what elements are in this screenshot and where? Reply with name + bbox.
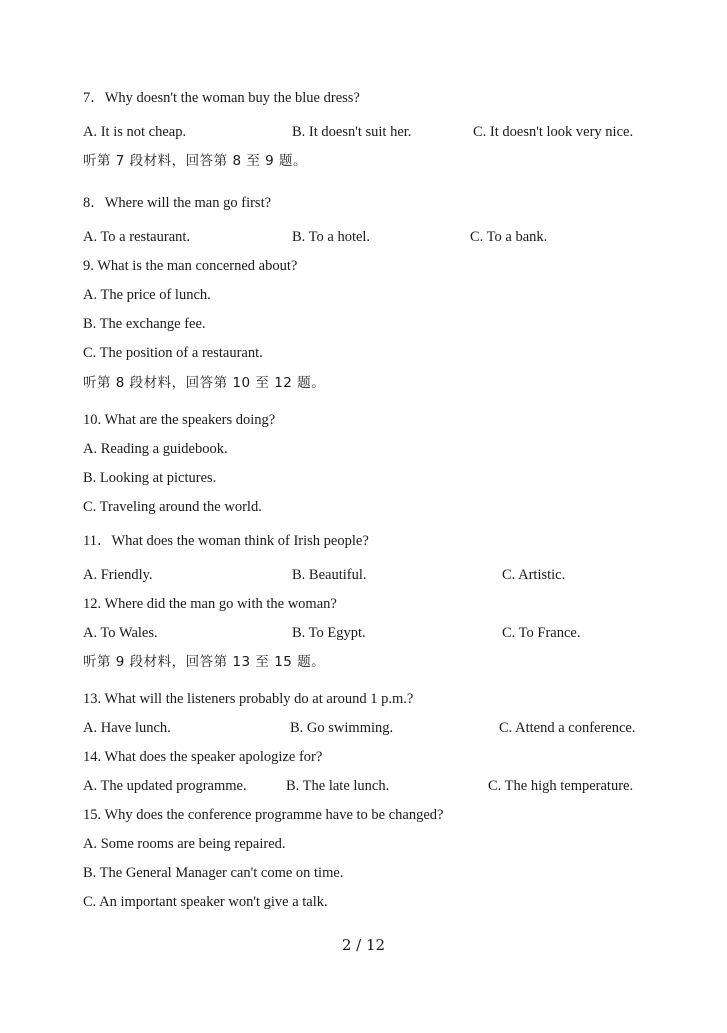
page-number: 2 / 12 xyxy=(341,936,386,954)
q14-option-b: B. The late lunch. xyxy=(286,778,390,794)
q10-option-b: B. Looking at pictures. xyxy=(83,470,217,486)
q9-option-a: A. The price of lunch. xyxy=(83,287,211,303)
q10-option-a: A. Reading a guidebook. xyxy=(83,441,228,457)
q12-option-c: C. To France. xyxy=(502,625,581,641)
q11-option-c: C. Artistic. xyxy=(502,567,566,583)
q8-option-c: C. To a bank. xyxy=(470,229,548,245)
section-8-instruction: 听第 8 段材料，回答第 10 至 12 题。 xyxy=(83,375,326,391)
question-8: 8．Where will the man go first? xyxy=(83,195,272,211)
q15-option-a: A. Some rooms are being repaired. xyxy=(83,836,286,852)
question-15: 15. Why does the conference programme have to be changed? xyxy=(83,807,444,823)
q9-option-b: B. The exchange fee. xyxy=(83,316,206,332)
q11-option-a: A. Friendly. xyxy=(83,567,153,583)
q15-option-b: B. The General Manager can't come on time. xyxy=(83,865,344,881)
q14-option-c: C. The high temperature. xyxy=(488,778,634,794)
question-13: 13. What will the listeners probably do at around 1 p.m.? xyxy=(83,691,414,707)
question-11: 11．What does the woman think of Irish people? xyxy=(83,533,369,549)
section-9-instruction: 听第 9 段材料，回答第 13 至 15 题。 xyxy=(83,654,326,670)
q8-option-a: A. To a restaurant. xyxy=(83,229,191,245)
question-7: 7．Why doesn't the woman buy the blue dress? xyxy=(83,90,360,106)
q12-option-a: A. To Wales. xyxy=(83,625,158,641)
q12-option-b: B. To Egypt. xyxy=(292,625,366,641)
q8-option-b: B. To a hotel. xyxy=(292,229,371,245)
question-9: 9. What is the man concerned about? xyxy=(83,258,298,274)
q13-option-b: B. Go swimming. xyxy=(290,720,394,736)
q13-option-c: C. Attend a conference. xyxy=(499,720,636,736)
question-12: 12. Where did the man go with the woman? xyxy=(83,596,337,612)
q7-option-a: A. It is not cheap. xyxy=(83,124,187,140)
question-10: 10. What are the speakers doing? xyxy=(83,412,276,428)
q10-option-c: C. Traveling around the world. xyxy=(83,499,262,515)
q7-option-c: C. It doesn't look very nice. xyxy=(473,124,634,140)
q11-option-b: B. Beautiful. xyxy=(292,567,367,583)
q13-option-a: A. Have lunch. xyxy=(83,720,171,736)
q7-option-b: B. It doesn't suit her. xyxy=(292,124,412,140)
question-14: 14. What does the speaker apologize for? xyxy=(83,749,323,765)
q9-option-c: C. The position of a restaurant. xyxy=(83,345,263,361)
q14-option-a: A. The updated programme. xyxy=(83,778,247,794)
section-7-instruction: 听第 7 段材料，回答第 8 至 9 题。 xyxy=(83,153,308,169)
q15-option-c: C. An important speaker won't give a talk. xyxy=(83,894,328,910)
